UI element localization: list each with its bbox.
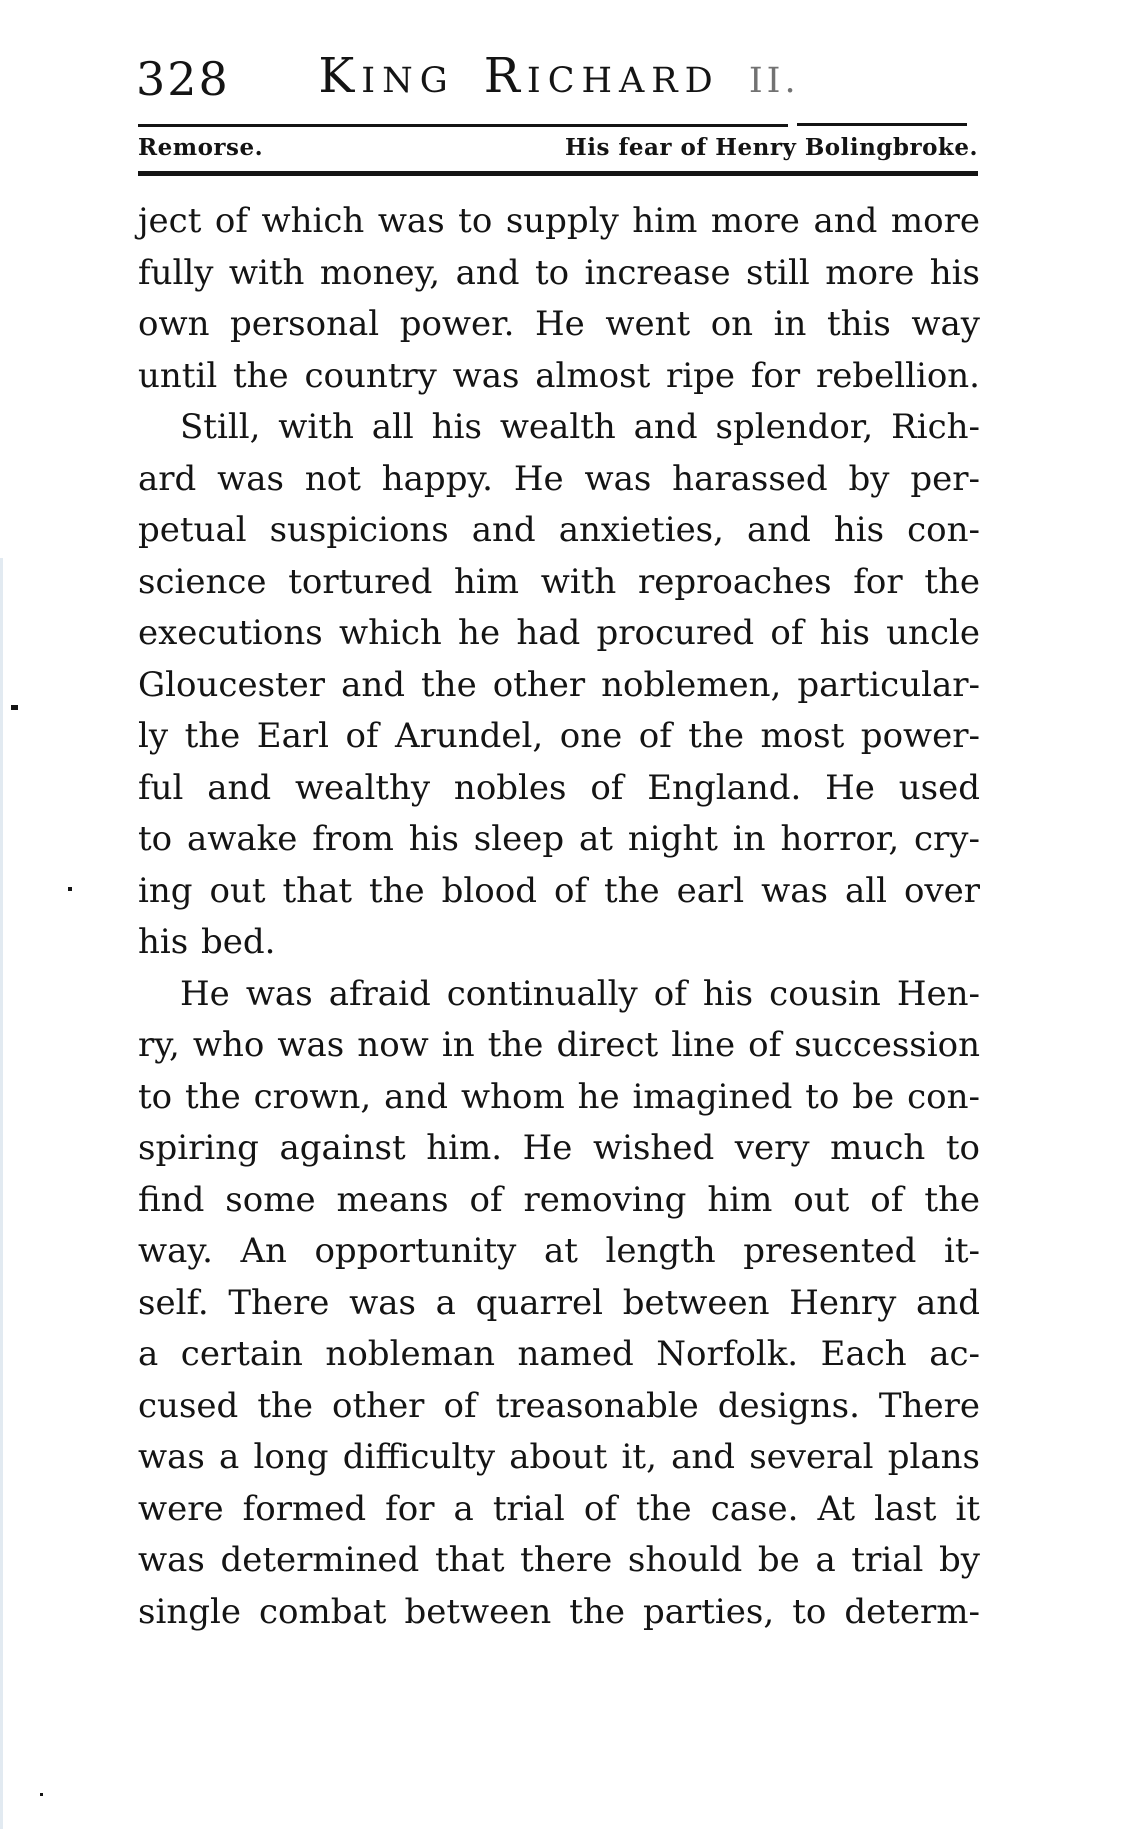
page-body xyxy=(138,196,980,1638)
body-text-line: fully with money, and to increase still more his xyxy=(138,252,980,293)
body-text-line: ard was not happy. He was harassed by per- xyxy=(138,458,980,499)
ink-speck xyxy=(68,887,72,891)
body-text-line: until the country was almost ripe for rebellion. xyxy=(138,355,980,396)
body-text-line: find some means of removing him out of the xyxy=(138,1179,980,1220)
header-rule-top-left xyxy=(138,124,788,127)
body-text-line: science tortured him with reproaches for the xyxy=(138,561,980,602)
body-text-line: to awake from his sleep at night in horror, cry- xyxy=(138,819,980,859)
body-text-line: spiring against him. He wished very much to xyxy=(138,1128,980,1168)
body-text-line: ful and wealthy nobles of England. He used xyxy=(138,767,980,808)
header-rule-top-right xyxy=(797,123,967,126)
title-word-king: KING xyxy=(318,48,455,104)
body-text-line: ly the Earl of Arundel, one of the most power- xyxy=(138,716,980,756)
header-rule-bottom xyxy=(138,171,978,176)
body-text-line: petual suspicions and anxieties, and his con- xyxy=(138,510,980,550)
running-head-right: His fear of Henry Bolingbroke. xyxy=(565,134,978,161)
body-text-line: cused the other of treasonable designs. There xyxy=(138,1385,980,1426)
body-text-line: Gloucester and the other noblemen, particular- xyxy=(138,664,980,705)
page-number: 328 xyxy=(136,52,230,106)
page-title xyxy=(136,48,980,106)
body-text-line: ry, who was now in the direct line of succession xyxy=(138,1025,980,1065)
body-text-line: way. An opportunity at length presented it- xyxy=(138,1231,980,1271)
body-text-line: Still, with all his wealth and splendor, Rich- xyxy=(180,407,980,447)
body-text-line: were formed for a trial of the case. At last it xyxy=(138,1488,980,1529)
ink-speck xyxy=(11,705,18,710)
title-word-richard: RICHARD xyxy=(483,48,720,104)
body-text-line: his bed. xyxy=(138,922,276,962)
body-text-line: to the crown, and whom he imagined to be con- xyxy=(138,1076,980,1117)
running-heads xyxy=(138,134,978,161)
running-head-left: Remorse. xyxy=(138,134,264,161)
body-text-line: self. There was a quarrel between Henry and xyxy=(138,1282,980,1323)
scan-edge-artifact xyxy=(0,558,3,1829)
body-text-line: He was afraid continually of his cousin Hen- xyxy=(180,973,980,1014)
body-text-line: ing out that the blood of the earl was all over xyxy=(138,870,980,911)
body-text-line: was a long difficulty about it, and several plans xyxy=(138,1437,980,1477)
body-text-line: was determined that there should be a trial by xyxy=(138,1540,980,1580)
ink-speck xyxy=(40,1793,43,1796)
body-text-line: own personal power. He went on in this way xyxy=(138,304,980,344)
body-text-line: ject of which was to supply him more and more xyxy=(138,201,980,241)
body-text-line: a certain nobleman named Norfolk. Each ac- xyxy=(138,1334,980,1374)
title-numeral: II. xyxy=(748,61,800,101)
body-text-line: executions which he had procured of his uncle xyxy=(138,613,980,653)
body-text-line: single combat between the parties, to determ- xyxy=(138,1591,980,1632)
